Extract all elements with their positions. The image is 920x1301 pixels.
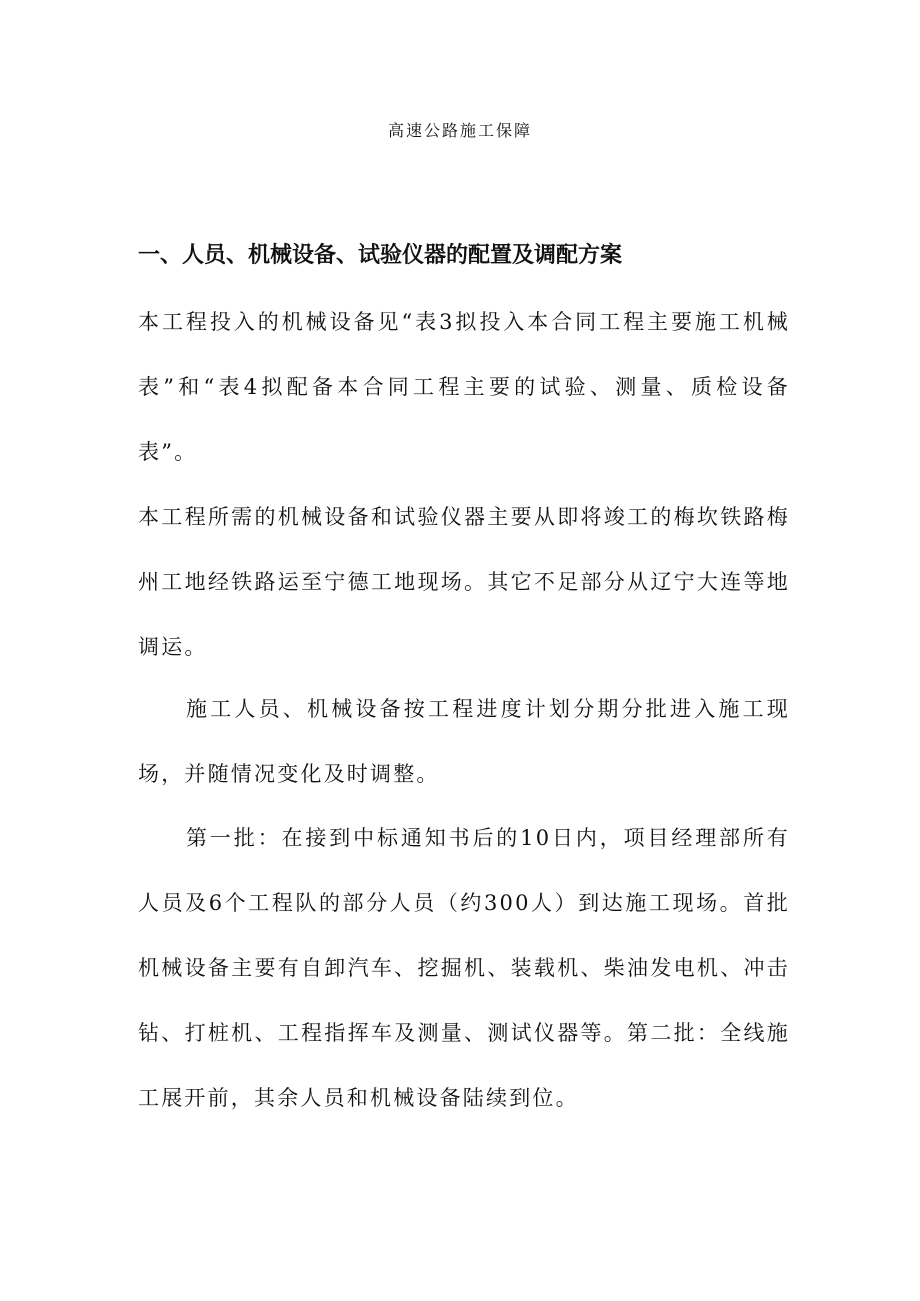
paragraph-equipment-tables: 本工程投入的机械设备见“表3拟投入本合同工程主要施工机械表”和“表4拟配备本合同工程主要的试验、测量、质检设备表”。 bbox=[138, 310, 790, 464]
paragraph-equipment-source: 本工程所需的机械设备和试验仪器主要从即将竣工的梅坎铁路梅州工地经铁路运至宁德工地现场。其它不足部分从辽宁大连等地调运。 bbox=[138, 505, 790, 659]
section-heading: 一、人员、机械设备、试验仪器的配置及调配方案 bbox=[138, 243, 623, 268]
document-title: 高速公路施工保障 bbox=[387, 121, 532, 140]
paragraph-staged-entry: 施工人员、机械设备按工程进度计划分期分批进入施工现场，并随情况变化及时调整。 bbox=[138, 697, 790, 786]
paragraph-batches: 第一批：在接到中标通知书后的10日内，项目经理部所有人员及6个工程队的部分人员（约300人）到达施工现场。首批机械设备主要有自卸汽车、挖掘机、装载机、柴油发电机、冲击钻、打桩机、工程指挥车及测量、测试仪器等。第二批：全线施工展开前，其余人员和机械设备陆续到位。 bbox=[138, 826, 790, 1110]
